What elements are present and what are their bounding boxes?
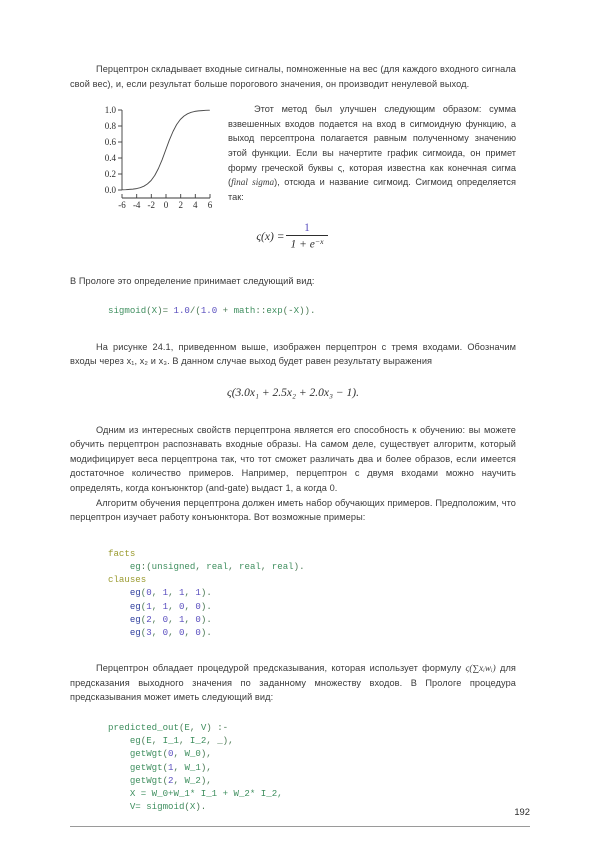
code-token: exp <box>266 305 283 317</box>
code-token: ), <box>200 748 212 760</box>
y-tick-label: 0.2 <box>104 169 116 180</box>
code-token: X <box>189 801 196 813</box>
spacer <box>70 288 516 304</box>
x-axis-tick-labels <box>118 200 213 210</box>
code-token: ( <box>140 587 147 599</box>
code-token: ). <box>195 801 207 813</box>
sigmoid-chart-svg <box>92 106 216 212</box>
prediction-part-a: Перцептрон обладает процедурой предсказывания, которая использует формулу <box>96 663 462 674</box>
code-token: eg <box>129 613 141 625</box>
code-token: :: <box>255 305 267 317</box>
x-tick-label: 0 <box>163 200 169 211</box>
code-token: facts <box>108 547 136 559</box>
paragraph-prolog-intro: В Прологе это определение принимает следующий вид: <box>70 275 315 286</box>
code-token: V= sigmoid <box>108 801 185 813</box>
code-token: 1 <box>179 613 185 625</box>
formula-denominator <box>286 236 327 251</box>
code-token: , <box>184 613 196 625</box>
prediction-part-b: для предсказания выходного значения по заданному множеству входов. В Прологе процедура предсказывания может иметь следующий вид: <box>70 663 516 703</box>
code-token: 2 <box>168 774 174 786</box>
paragraph-prediction <box>70 661 516 705</box>
code-line <box>108 761 516 774</box>
code-token: , <box>151 627 163 639</box>
code-token: , _), <box>206 735 234 747</box>
sigmoid-chart <box>92 106 216 212</box>
code-token: , <box>151 587 163 599</box>
spacer <box>70 318 516 340</box>
code-token: eg <box>129 587 141 599</box>
code-token: ( <box>184 801 190 813</box>
code-token <box>108 627 130 638</box>
formula-sigmoid-lhs: ς(x) = <box>256 231 285 244</box>
code-line <box>108 573 516 586</box>
code-token: W_0 <box>184 748 201 760</box>
code-token: ), <box>200 761 212 773</box>
code-token: X <box>293 305 300 317</box>
code-token: 0 <box>195 600 201 612</box>
code-token: (- <box>282 305 294 317</box>
code-line <box>108 560 516 573</box>
code-line <box>108 613 516 626</box>
x-tick-label: 4 <box>193 200 198 211</box>
code-line <box>108 600 516 613</box>
code-token: ( <box>146 305 152 317</box>
sigmoid-desc-part-b: ), отсюда и название сигмоид. Сигмоид определяется так: <box>228 177 516 202</box>
code-token: 3 <box>146 627 152 639</box>
code-token: ( <box>140 735 147 747</box>
code-token: 0 <box>146 587 152 599</box>
denominator-base <box>290 239 314 251</box>
code-token: , <box>184 600 196 612</box>
code-token: 1 <box>168 761 174 773</box>
y-axis-tick-labels <box>105 106 117 195</box>
code-token: , <box>178 735 190 747</box>
code-token <box>108 614 130 625</box>
code-token: predicted_out <box>108 722 179 734</box>
code-token: 0 <box>179 627 185 639</box>
code-token: ( <box>162 761 169 773</box>
code-token: )= <box>157 305 174 317</box>
code-token: X <box>151 305 158 317</box>
code-token: , <box>168 587 180 599</box>
code-token: :( <box>140 561 152 573</box>
code-token: ( <box>162 774 169 786</box>
code-token: , <box>151 735 163 747</box>
code-token <box>108 587 130 598</box>
code-token: ( <box>178 722 185 734</box>
code-token: unsigned <box>151 561 196 573</box>
paragraph-figure-reference: На рисунке 24.1, приведенном выше, изображен перцептрон с тремя входами. Обозначим входы через x₁, x₂ и x₃. В данном случае выход будет равен результату выражения <box>70 341 516 367</box>
code-token: , <box>168 600 180 612</box>
code-token: getWgt <box>108 761 163 773</box>
prediction-inline-formula: ς(∑xᵢwᵢ) <box>465 663 496 674</box>
code-line <box>108 586 516 599</box>
paragraph-intro: Перцептрон складывает входные сигналы, помноженные на вес (для каждого входного сигнала свой вес), и, если результат больше порогового значения, он производит ненулевой выход. <box>70 64 516 89</box>
code-token: ). <box>200 613 212 625</box>
code-token: ). <box>200 600 212 612</box>
x-tick-label: 2 <box>178 200 183 211</box>
code-token: ). <box>200 587 212 599</box>
denominator-exponent: −x <box>314 237 324 247</box>
x-tick-label: 6 <box>207 200 213 211</box>
code-block-predicted-out[interactable] <box>108 721 516 813</box>
figure-with-text-row <box>70 102 516 214</box>
code-token: getWgt <box>108 774 163 786</box>
code-token: ( <box>140 600 147 612</box>
code-token: 1 <box>146 600 152 612</box>
code-token: math <box>233 305 256 317</box>
code-token: W_2 <box>184 774 201 786</box>
code-token: eg <box>108 735 141 747</box>
spacer <box>70 91 516 102</box>
code-line <box>108 547 516 560</box>
code-token: eg <box>129 600 141 612</box>
code-token: , <box>195 561 207 573</box>
x-tick-label: -4 <box>132 200 141 211</box>
formula-sigmoid-fraction <box>286 222 327 251</box>
code-token: , <box>151 613 163 625</box>
code-token: , <box>151 600 163 612</box>
code-token: eg <box>108 561 141 573</box>
x-tick-label: -6 <box>118 200 126 211</box>
code-token: 1 <box>195 587 201 599</box>
page-content <box>70 62 516 813</box>
y-tick-label: 0.8 <box>104 121 116 132</box>
spacer <box>70 525 516 547</box>
code-block-facts[interactable] <box>108 547 516 639</box>
code-token: , <box>189 722 201 734</box>
code-block-sigmoid[interactable] <box>108 304 516 317</box>
code-line <box>108 721 516 734</box>
formula-sigmoid-line <box>256 223 329 252</box>
code-line <box>108 734 516 747</box>
paragraph-learning: Одним из интересных свойств перцептрона является его способность к обучению: вы можете обучить перцептрон распознавать входные образы. На самом деле, существует алгоритм, который модифицирует веса перцептрона так, что тот сможет различать два и более образов, если имеется достаточное количество примеров. Например, перцептрон с двумя входами можно научить определять, когда конъюнктор (and-gate) выдаст 1, а когда 0. <box>70 424 516 494</box>
code-token: ( <box>162 748 169 760</box>
formula-perceptron-text: ς(3.0x₁ + 2.5x₂ + 2.0x₃ − 1). <box>227 386 359 399</box>
code-token: real <box>239 561 261 573</box>
code-token: )). <box>299 305 316 317</box>
y-tick-label: 0.6 <box>104 137 116 148</box>
code-token: , <box>173 761 185 773</box>
footer-divider <box>70 826 530 827</box>
code-token: I_1 <box>162 735 179 747</box>
code-token: 0 <box>195 627 201 639</box>
code-line <box>108 800 516 813</box>
code-token: ). <box>200 627 212 639</box>
code-token: clauses <box>108 574 147 586</box>
code-token: /( <box>189 305 201 317</box>
final-sigma-italic: final sigma <box>231 177 275 188</box>
code-token: real <box>271 561 294 573</box>
code-token: 0 <box>162 627 169 639</box>
code-token: E <box>184 722 190 734</box>
code-token: sigmoid <box>108 305 147 317</box>
code-token: ) :- <box>206 722 229 734</box>
code-token: X = W_0+W_1* I_1 + W_2* I_2, <box>108 788 283 800</box>
code-token: 1.0 <box>200 305 218 317</box>
code-token: ( <box>140 613 147 625</box>
code-line <box>108 626 516 639</box>
code-token: 0 <box>168 748 174 760</box>
code-token <box>108 601 130 612</box>
spacer <box>70 705 516 721</box>
code-token: 0 <box>195 613 201 625</box>
code-token: 2 <box>146 613 152 625</box>
code-line <box>108 787 516 800</box>
code-token: + <box>217 305 234 317</box>
code-token: , <box>260 561 272 573</box>
code-token: , <box>228 561 240 573</box>
code-token: I_2 <box>189 735 207 747</box>
code-token: , <box>173 748 185 760</box>
paragraph-training: Алгоритм обучения перцептрона должен иметь набор обучающих примеров. Предположим, что перцептрон изучает работу конъюнктора. Вот возможные примеры: <box>70 497 516 523</box>
page-number: 192 <box>514 806 530 817</box>
y-tick-label: 0.0 <box>104 185 116 196</box>
code-token: ), <box>200 774 212 786</box>
code-token: 1 <box>179 587 185 599</box>
code-token: V <box>200 722 207 734</box>
code-token: , <box>168 613 180 625</box>
code-token: , <box>173 774 185 786</box>
x-tick-label: -2 <box>147 200 156 211</box>
code-line <box>108 304 516 317</box>
code-token: 1 <box>162 587 169 599</box>
code-token: , <box>168 627 180 639</box>
code-token: ). <box>293 561 305 573</box>
sigmoid-curve <box>122 110 209 190</box>
code-token: W_1 <box>184 761 201 773</box>
spacer <box>70 639 516 661</box>
code-token: E <box>146 735 152 747</box>
code-line <box>108 774 516 787</box>
code-token: 0 <box>162 613 169 625</box>
y-axis-ticks <box>118 110 122 190</box>
formula-perceptron-expression <box>70 383 516 401</box>
code-token: getWgt <box>108 748 163 760</box>
code-token: , <box>184 587 196 599</box>
code-token: 1.0 <box>173 305 190 317</box>
formula-numerator: 1 <box>286 222 327 236</box>
x-axis-ticks <box>122 194 210 198</box>
y-tick-label: 1.0 <box>104 106 116 116</box>
formula-sigmoid-definition <box>70 223 516 252</box>
code-line <box>108 747 516 760</box>
y-tick-label: 0.4 <box>104 153 116 164</box>
code-token: , <box>184 627 196 639</box>
code-token: 0 <box>179 600 185 612</box>
sigmoid-desc-part-a: Этот метод был улучшен следующим образом: сумма взвешенных входов подается на вход в сигмоидную функцию, а выход персептрона полагается равным полученному значению этой функции. Если вы начертите график сигмоида, он примет форму греческой буквы ς, которая известна как конечная сигма ( <box>228 104 516 188</box>
code-token: 1 <box>162 600 169 612</box>
code-token: eg <box>129 627 141 639</box>
code-token: real <box>206 561 229 573</box>
code-token: ( <box>140 627 147 639</box>
spacer <box>70 252 516 274</box>
denominator-base-text: 1 + e <box>290 238 315 251</box>
spacer <box>70 401 516 423</box>
